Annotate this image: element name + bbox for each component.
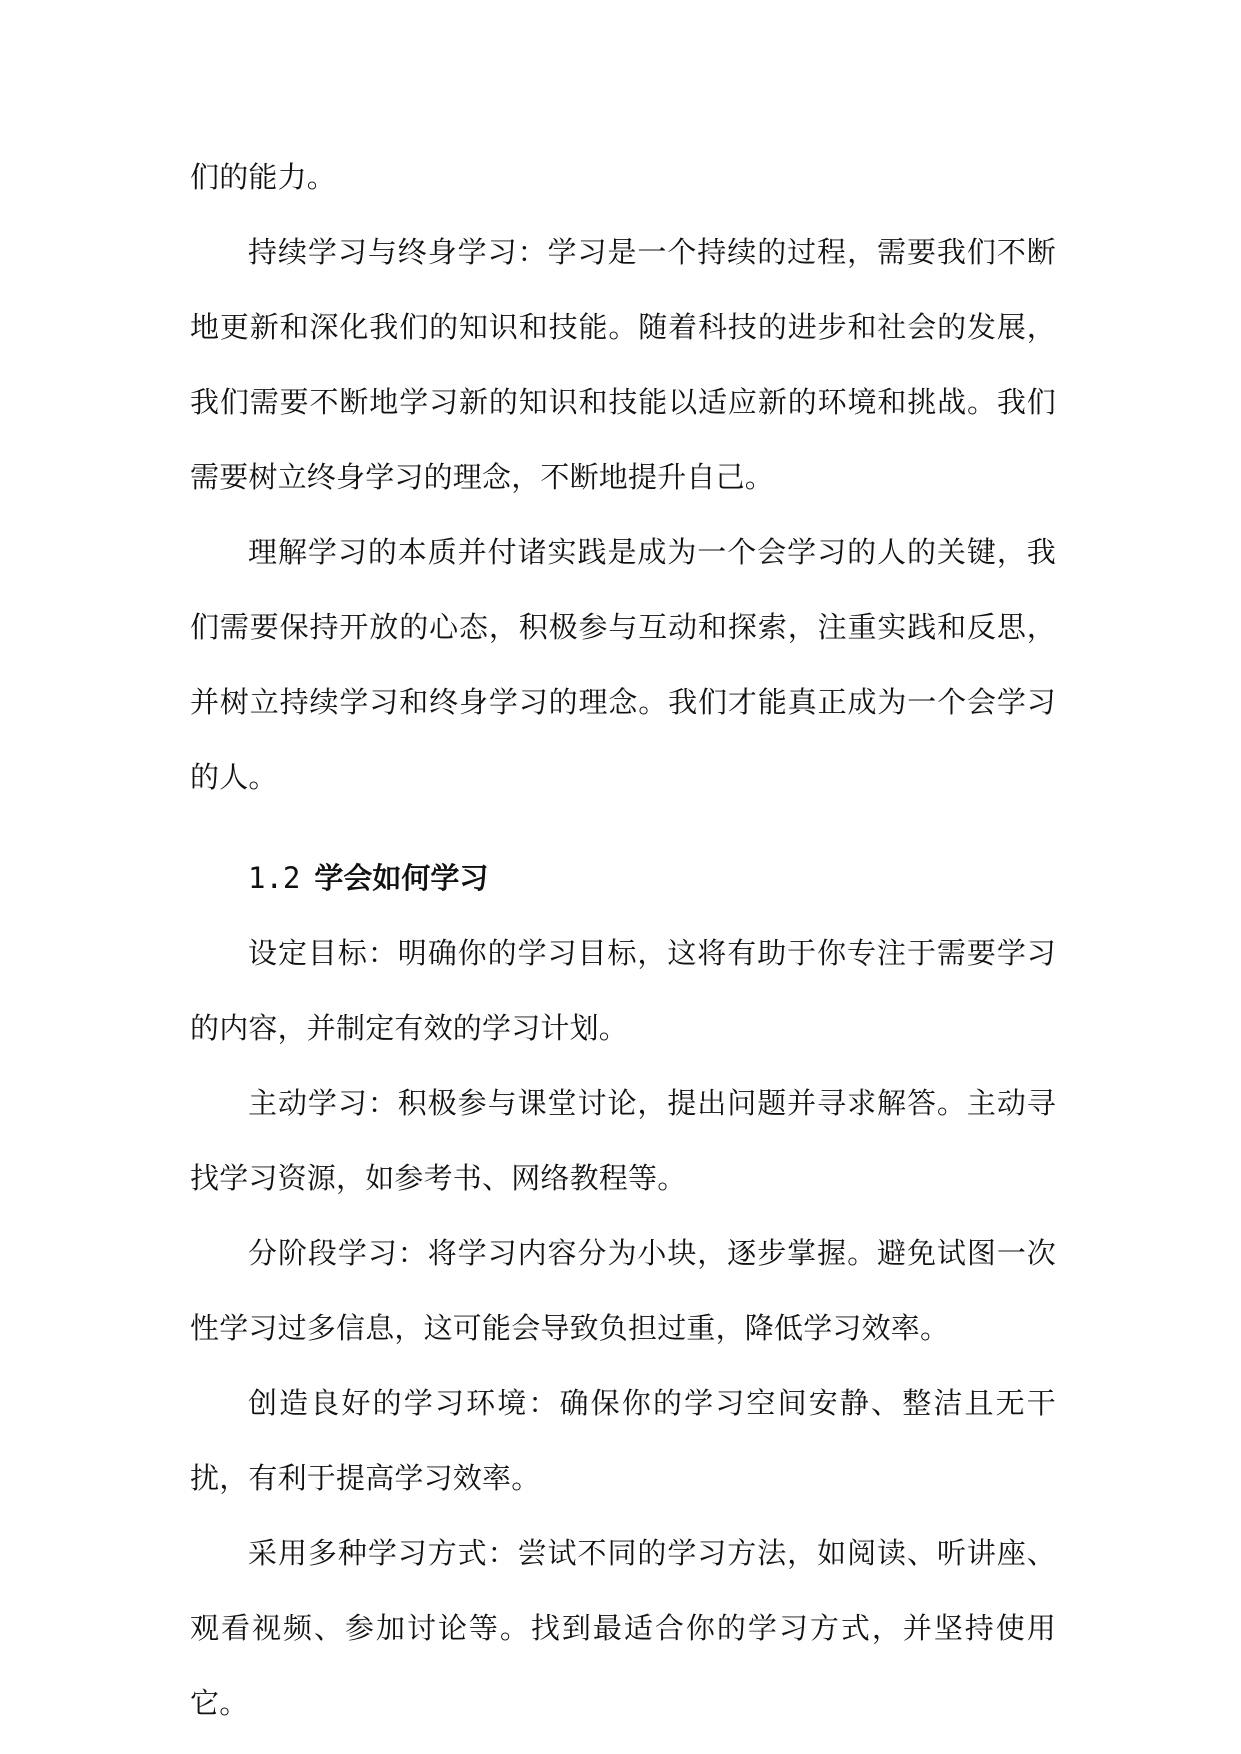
section-heading [190,841,1056,916]
paragraph-learning-environment: 创造良好的学习环境：确保你的学习空间安静、整洁且无干扰，有利于提高学习效率。 [190,1386,1056,1495]
document-page [190,140,1056,1741]
paragraph-learning-methods: 采用多种学习方式：尝试不同的学习方法，如阅读、听讲座、观看视频、参加讨论等。找到最适合你的学习方式，并坚持使用它。 [190,1536,1056,1720]
paragraph-continuation: 们的能力。 [190,160,337,194]
section-number: 1.2 [248,861,301,895]
paragraph-set-goals: 设定目标：明确你的学习目标，这将有助于你专注于需要学习的内容，并制定有效的学习计划。 [190,936,1056,1045]
paragraph-active-learning: 主动学习：积极参与课堂讨论，提出问题并寻求解答。主动寻找学习资源，如参考书、网络教程等。 [190,1086,1056,1195]
paragraph-staged-learning: 分阶段学习：将学习内容分为小块，逐步掌握。避免试图一次性学习过多信息，这可能会导致负担过重，降低学习效率。 [190,1236,1056,1345]
paragraph-continuous-learning: 持续学习与终身学习：学习是一个持续的过程，需要我们不断地更新和深化我们的知识和技能。随着科技的进步和社会的发展，我们需要不断地学习新的知识和技能以适应新的环境和挑战。我们需要树立终身学习的理念，不断地提升自己。 [190,235,1056,494]
paragraph-understanding-learning: 理解学习的本质并付诸实践是成为一个会学习的人的关键，我们需要保持开放的心态，积极参与互动和探索，注重实践和反思，并树立持续学习和终身学习的理念。我们才能真正成为一个会学习的人。 [190,535,1056,794]
section-title: 学会如何学习 [314,861,489,895]
